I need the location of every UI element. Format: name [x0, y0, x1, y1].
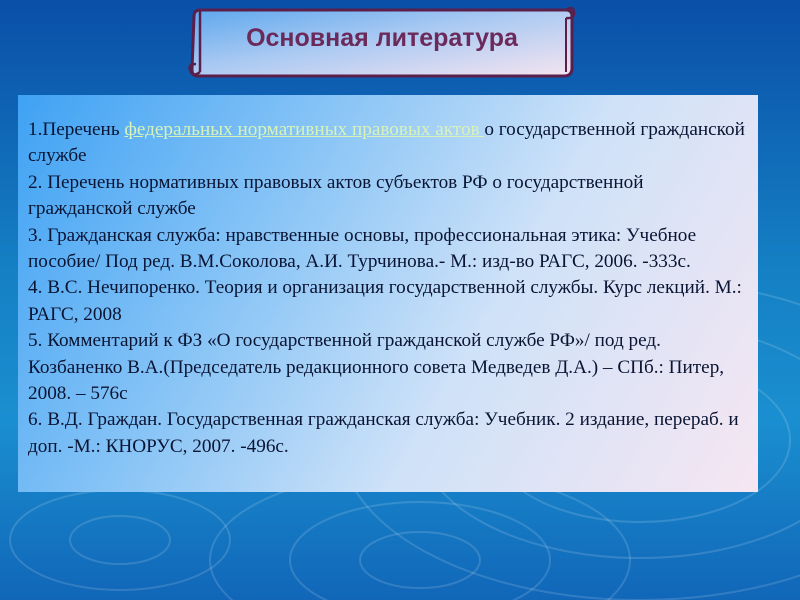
federal-acts-link[interactable]: федеральных нормативных правовых актов — [124, 119, 485, 140]
title-scroll-banner — [186, 6, 576, 80]
list-item-1 — [28, 117, 750, 170]
list-item-6: 6. В.Д. Граждан. Государственная гражданская служба: Учебник. 2 издание, перераб. и доп. -М.: КНОРУС, 2007. -496с. — [28, 409, 739, 457]
literature-list-panel — [18, 95, 758, 492]
list-item-2: 2. Перечень нормативных правовых актов субъектов РФ о государственной гражданской службе — [28, 171, 644, 220]
list-item-4: 4. В.С. Нечипоренко. Теория и организация государственной службы. Курс лекций. М.: РАГС, 2008 — [28, 277, 742, 325]
list-item-3: 3. Гражданская служба: нравственные основы, профессиональная этика: Учебное пособие/ Под ред. В.М.Соколова, А.И. Турчинова.- М.: изд-во РАГС, 2006. -333с. — [28, 224, 697, 273]
list-item-1-prefix: 1.Перечень — [28, 119, 125, 140]
list-item-5: 5. Комментарий к ФЗ «О государственной гражданской службе РФ»/ под ред. Козбаненко В.А.(Председатель редакционного совета Медведев Д.А.) – СПб.: Питер, 2008. – 576с — [28, 330, 725, 405]
list-item-1-suffix: о государственной гражданской службе — [28, 119, 745, 167]
page-title: Основная литература — [246, 24, 518, 52]
